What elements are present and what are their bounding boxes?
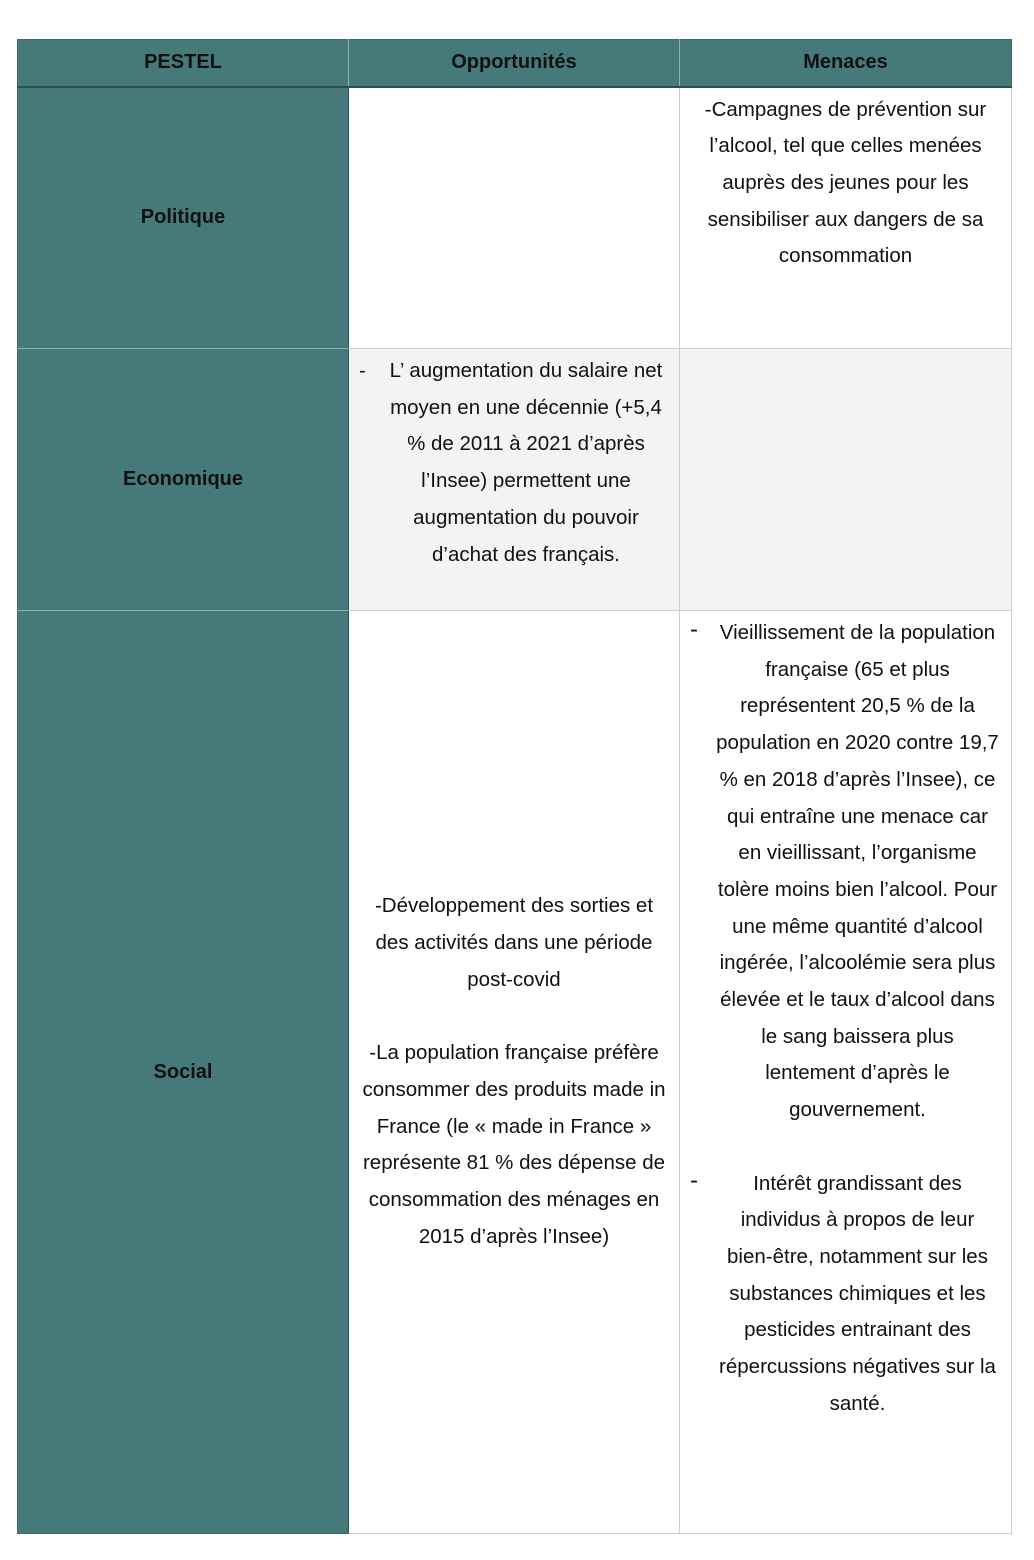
header-opportunites: Opportunités	[349, 40, 680, 87]
economique-opportunites-cell	[349, 349, 680, 611]
politique-menaces-cell	[680, 87, 1012, 349]
social-opportunites-text-1: -Développement des sorties et des activités dans une période post-covid	[374, 894, 654, 991]
bullet-dash: -	[359, 359, 366, 382]
row-politique	[18, 87, 1012, 349]
row-social	[18, 611, 1012, 1534]
row-label-politique: Politique	[18, 87, 349, 349]
header-menaces: Menaces	[680, 40, 1012, 87]
row-label-economique: Economique	[18, 349, 349, 611]
politique-menaces-text: -Campagnes de prévention sur l’alcool, tel que celles menées auprès des jeunes pour les sensibiliser aux dangers de sa consommation	[704, 97, 987, 268]
header-row	[18, 40, 1012, 87]
economique-menaces-cell	[680, 349, 1012, 611]
bullet-dash: -	[690, 1166, 698, 1194]
social-menaces-item-1	[688, 615, 1003, 1129]
social-opportunites-text-2: -La population française préfère consommer des produits made in France (le « made in France » représente 81 % des dépense de consommation des ménages en 2015 d’après l’Insee)	[362, 1041, 666, 1248]
social-opportunites-cell	[349, 611, 680, 1534]
economique-opportunites-text: L’ augmentation du salaire net moyen en une décennie (+5,4 % de 2011 à 2021 d’après l’Insee) permettent une augmentation du pouvoir d’achat des français.	[389, 359, 663, 566]
header-pestel: PESTEL	[18, 40, 349, 87]
social-menaces-cell	[680, 611, 1012, 1534]
row-economique	[18, 349, 1012, 611]
politique-opportunites-cell	[349, 87, 680, 349]
social-menaces-text-1: Vieillissement de la population française (65 et plus représentent 20,5 % de la population en 2020 contre 19,7 % en 2018 d’après l’Insee), ce qui entraîne une menace car en vieillissant, l’organisme tolère moins bien l’alcool. Pour une même quantité d’alcool ingérée, l’alcoolémie sera plus élevée et le taux d’alcool dans le sang baissera plus lentement d’après le gouvernement.	[716, 621, 999, 1122]
social-menaces-item-2	[688, 1166, 1003, 1423]
paragraph-spacer	[688, 1129, 1003, 1166]
pestel-table	[17, 39, 1012, 1534]
bullet-dash: -	[690, 616, 698, 643]
paragraph-spacer	[357, 999, 671, 1036]
social-menaces-text-2: Intérêt grandissant des individus à propos de leur bien-être, notamment sur les substances chimiques et les pesticides entrainant des répercussions négatives sur la santé.	[719, 1171, 996, 1415]
economique-opportunites-item	[357, 353, 671, 573]
row-label-social: Social	[18, 611, 349, 1534]
